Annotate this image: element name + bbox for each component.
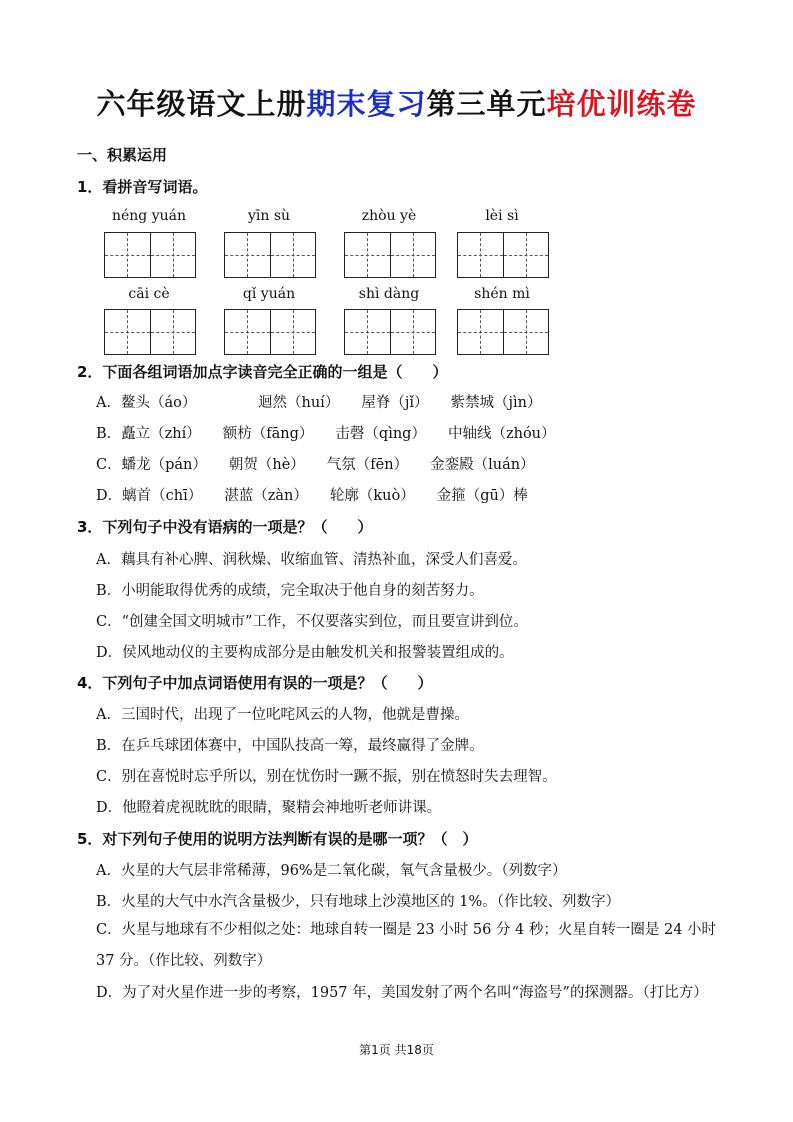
option-text: 迴然（huí） [258, 395, 340, 411]
option-text: 气氛（fēn） [326, 457, 409, 473]
page-title [0, 82, 793, 123]
question-4-option-b[interactable]: B．在乒乓球团体赛中，中国队技高一筹，最终赢得了金牌。 [96, 738, 484, 754]
option-text: 湛蓝（zàn） [224, 488, 308, 504]
question-2-option-a[interactable] [96, 391, 563, 412]
option-text: 中轴线（zhóu） [447, 426, 556, 442]
option-text: 击磬（qìng） [335, 426, 426, 442]
option-text: 额枋（fāng） [222, 426, 314, 442]
question-4-option-a[interactable]: A．三国时代，出现了一位叱咤风云的人物，他就是曹操。 [96, 707, 469, 723]
pinyin-5: cāi cè [128, 286, 170, 302]
question-2-stem: 2．下面各组词语加点字读音完全正确的一组是（ ） [77, 363, 448, 381]
question-4-option-d[interactable]: D．他瞪着虎视眈眈的眼睛，聚精会神地听老师讲课。 [96, 800, 442, 816]
option-text: B．矗立（zhí） [96, 426, 201, 442]
question-2-option-d[interactable] [96, 484, 550, 505]
question-4-stem: 4．下列句子中加点词语使用有误的一项是？（ ） [77, 674, 433, 692]
pinyin-7: shì dàng [358, 286, 420, 302]
question-5-option-d[interactable]: D．为了对火星作进一步的考察，1957 年，美国发射了两个名叫“海盗号”的探测器。（打比方） [96, 985, 708, 1001]
question-5-stem: 5．对下列句子使用的说明方法判断有误的是哪一项？（ ） [77, 830, 478, 848]
title-part-4: 培优训练卷 [546, 87, 697, 121]
title-part-3: 第三单元 [426, 87, 547, 121]
pinyin-3: zhòu yè [361, 208, 417, 224]
pinyin-1: néng yuán [111, 208, 187, 224]
question-3-stem: 3．下列句子中没有语病的一项是？（ ） [77, 518, 373, 536]
option-text: 金銮殿（luán） [430, 457, 535, 473]
option-text: C．蟠龙（pán） [96, 457, 207, 473]
pinyin-6: qǐ yuán [242, 286, 296, 302]
question-5-option-c[interactable]: C．火星与地球有不少相似之处：地球自转一圈是 23 小时 56 分 4 秒；火星自转一圈是 24 小时 37 分。（作比较、列数字） [96, 922, 717, 969]
writing-box[interactable] [104, 309, 196, 355]
section-heading: 一、积累运用 [77, 146, 168, 164]
question-2-option-c[interactable] [96, 453, 557, 474]
option-text: D．螭首（chī） [96, 488, 203, 504]
writing-box[interactable] [344, 309, 436, 355]
option-text: 金箍（gū）棒 [436, 488, 528, 504]
question-3-option-b[interactable]: B．小明能取得优秀的成绩，完全取决于他自身的刻苦努力。 [96, 583, 484, 599]
writing-box[interactable] [457, 232, 549, 278]
question-3-option-a[interactable]: A．藕具有补心脾、润秋燥、收缩血管、清热补血，深受人们喜爱。 [96, 552, 527, 568]
option-text: 轮廓（kuò） [329, 488, 415, 504]
question-3-option-d[interactable]: D．侯风地动仪的主要构成部分是由触发机关和报警装置组成的。 [96, 645, 514, 661]
question-4-option-c[interactable]: C．别在喜悦时忘乎所以，别在忧伤时一蹶不振，别在愤怒时失去理智。 [96, 769, 557, 785]
writing-box[interactable] [224, 309, 316, 355]
question-2-option-b[interactable] [96, 422, 578, 443]
option-text: A．鳌头（áo） [96, 395, 197, 411]
question-5-option-a[interactable]: A．火星的大气层非常稀薄，96%是二氧化碳，氧气含量极少。（列数字） [96, 863, 567, 879]
option-text: 紫禁城（jìn） [450, 395, 542, 411]
writing-box[interactable] [457, 309, 549, 355]
question-5-option-b[interactable]: B．火星的大气中水汽含量极少，只有地球上沙漠地区的 1%。（作比较、列数字） [96, 894, 621, 910]
page-footer: 第1页 共18页 [359, 1043, 434, 1057]
question-1-stem: 1．看拼音写词语。 [77, 178, 208, 196]
option-text: 朝贺（hè） [228, 457, 305, 473]
pinyin-4: lèi sì [485, 208, 519, 224]
title-part-1: 六年级语文上册 [96, 87, 307, 121]
pinyin-2: yīn sù [247, 208, 291, 224]
writing-box[interactable] [104, 232, 196, 278]
writing-box[interactable] [344, 232, 436, 278]
writing-box[interactable] [224, 232, 316, 278]
title-part-2: 期末复习 [306, 87, 427, 121]
pinyin-8: shén mì [474, 286, 530, 302]
question-3-option-c[interactable]: C．“创建全国文明城市”工作，不仅要落实到位，而且要宣讲到位。 [96, 614, 528, 630]
option-text: 屋脊（jǐ） [361, 395, 429, 411]
